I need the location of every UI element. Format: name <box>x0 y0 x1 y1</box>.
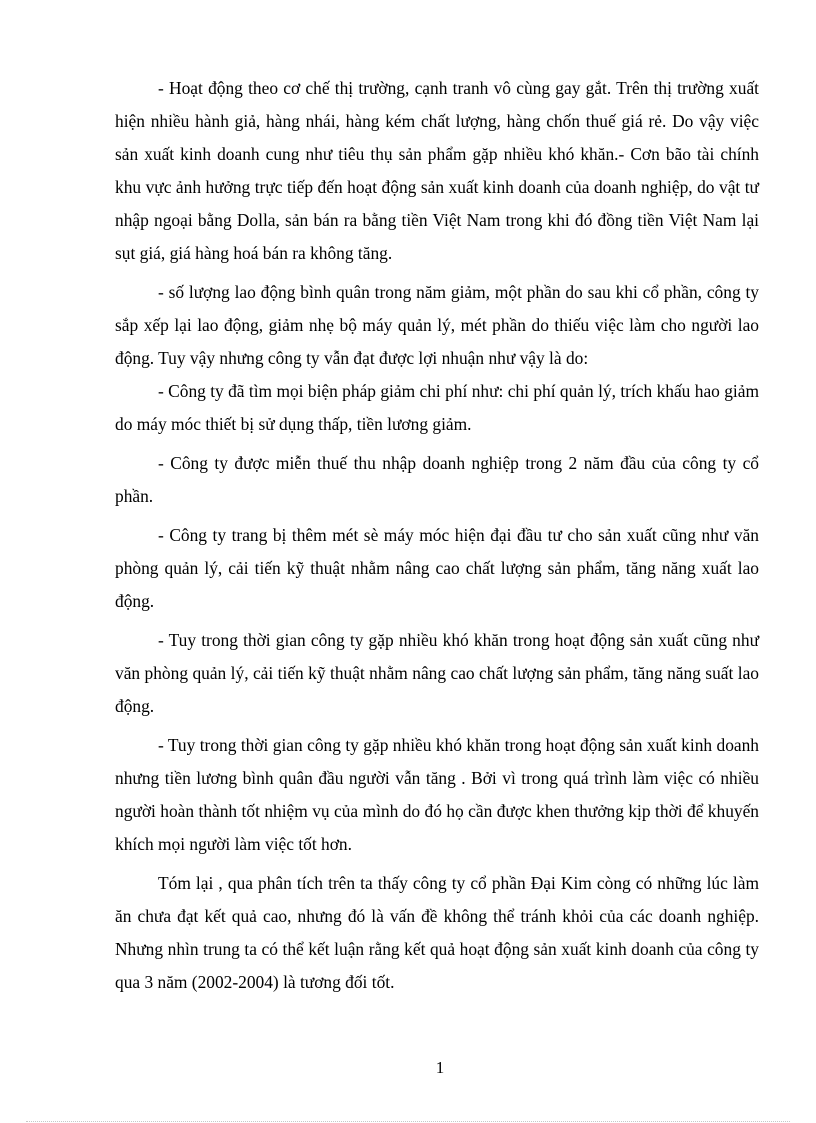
paragraph-difficulties-productivity: - Tuy trong thời gian công ty gặp nhiều khó khăn trong hoạt động sản xuất cũng như văn phòng quản lý, cải tiến kỹ thuật nhằm nâng cao chất lượng sản phẩm, tăng năng suất lao động. <box>115 630 759 716</box>
paragraph-conclusion: Tóm lại , qua phân tích trên ta thấy công ty cổ phần Đại Kim còng có những lúc làm ăn chưa đạt kết quả cao, nhưng đó là vấn đề không thể tránh khỏi của các doanh nghiệp. Nhưng nhìn trung ta có thể kết luận rằng kết quả hoạt động sản xuất kinh doanh của công ty qua 3 năm (2002-2004) là tương đối tốt. <box>115 873 759 992</box>
page-bottom-divider <box>26 1121 790 1122</box>
paragraph-cost-cutting: - Công ty đã tìm mọi biện pháp giảm chi phí như: chi phí quản lý, trích khấu hao giảm do máy móc thiết bị sử dụng thấp, tiền lương giảm. <box>115 381 759 434</box>
paragraph-tax-exemption: - Công ty được miễn thuế thu nhập doanh nghiệp trong 2 năm đầu của công ty cổ phần. <box>115 453 759 506</box>
page-number: 1 <box>435 1058 445 1077</box>
paragraph-wage-increase: - Tuy trong thời gian công ty gặp nhiều khó khăn trong hoạt động sản xuất kinh doanh nhưng tiền lương bình quân đầu người vẫn tăng . Bởi vì trong quá trình làm việc có nhiều người hoàn thành tốt nhiệm vụ của mình do đó họ cần được khen thưởng kịp thời để khuyến khích mọi người làm việc tốt hơn. <box>115 735 759 854</box>
paragraph-market-challenges: - Hoạt động theo cơ chế thị trường, cạnh tranh vô cùng gay gắt. Trên thị trường xuất hiện nhiều hành giả, hàng nhái, hàng kém chất lượng, hàng chốn thuế giá rẻ. Do vậy việc sản xuất kinh doanh cung như tiêu thụ sản phẩm gặp nhiều khó khăn.- Cơn bão tài chính khu vực ảnh hưởng trực tiếp đến hoạt động sản xuất kinh doanh của doanh nghiệp, do vật tư nhập ngoại bằng Dolla, sản bán ra bằng tiền Việt Nam trong khi đó đồng tiền Việt Nam lại sụt giá, giá hàng hoá bán ra không tăng. <box>115 78 759 263</box>
paragraph-labor-reduction: - số lượng lao động bình quân trong năm giảm, một phần do sau khi cổ phần, công ty sắp xếp lại lao động, giảm nhẹ bộ máy quản lý, mét phần do thiếu việc làm cho người lao động. Tuy vậy nhưng công ty vẫn đạt được lợi nhuận như vậy là do: <box>115 282 759 368</box>
document-body <box>115 72 759 999</box>
paragraph-equipment-investment: - Công ty trang bị thêm mét sè máy móc hiện đại đầu tư cho sản xuất cũng như văn phòng quản lý, cải tiến kỹ thuật nhằm nâng cao chất lượng sản phẩm, tăng năng xuất lao động. <box>115 525 759 611</box>
